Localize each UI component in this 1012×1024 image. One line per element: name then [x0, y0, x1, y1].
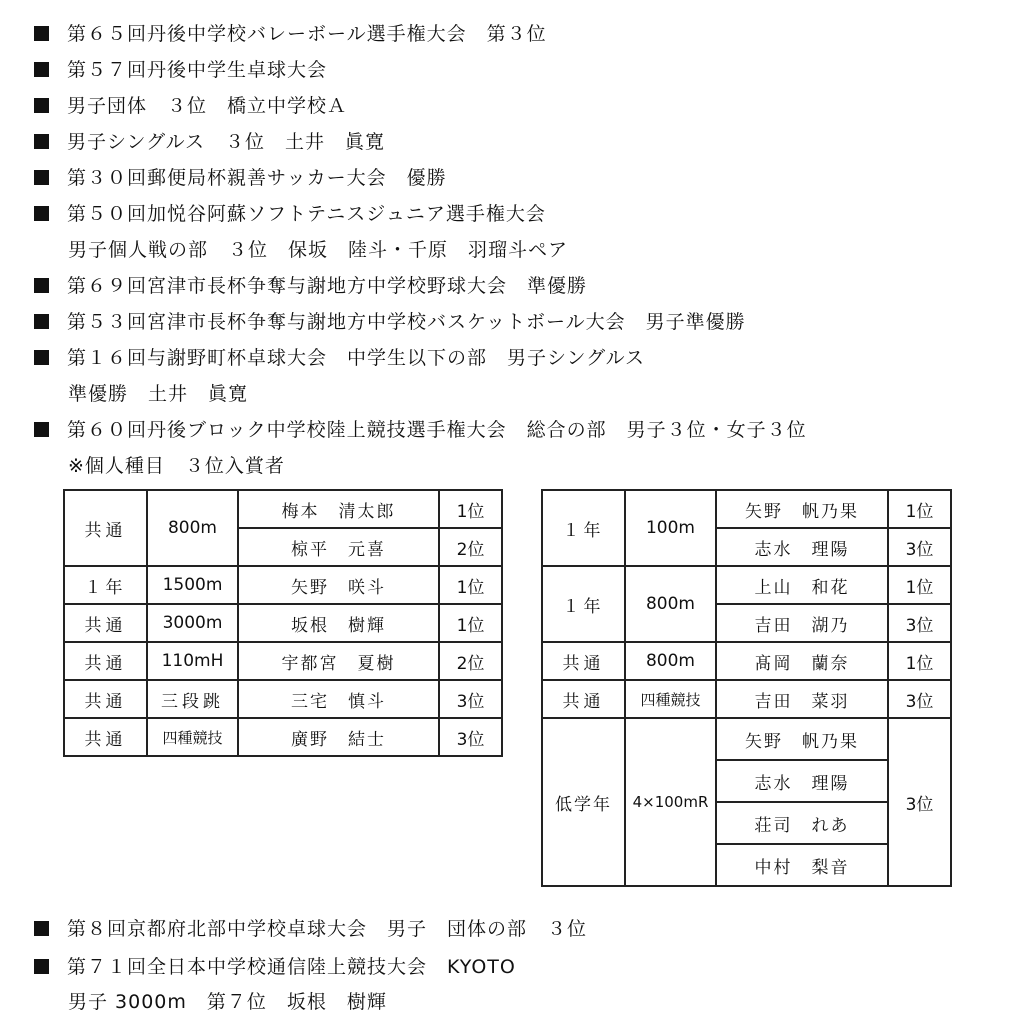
table-row: [542, 642, 951, 680]
place-cell: 1位: [439, 566, 502, 604]
grade-cell: 共通: [64, 680, 147, 718]
place-cell: 2位: [439, 528, 502, 566]
bullet-square-icon: [34, 206, 49, 221]
name-cell: 中村 梨音: [716, 844, 888, 886]
bullet-square-icon: [34, 62, 49, 77]
bullet-square-icon: [34, 314, 49, 329]
table-row: [64, 642, 502, 680]
item-text: 男子 3000m 第７位 坂根 樹輝: [68, 991, 387, 1013]
event-cell: 800m: [625, 566, 716, 642]
list-item: [34, 197, 546, 231]
item-text: 第７１回全日本中学校通信陸上競技大会 KYOTO: [67, 956, 516, 978]
name-cell: 矢野 帆乃果: [716, 718, 888, 760]
name-cell: 髙岡 蘭奈: [716, 642, 888, 680]
bullet-square-icon: [34, 26, 49, 41]
list-item-continuation: [68, 377, 248, 411]
name-cell: 坂根 樹輝: [238, 604, 439, 642]
grade-cell: 共通: [64, 490, 147, 566]
list-item: [34, 161, 447, 195]
bullet-square-icon: [34, 959, 49, 974]
name-cell: 志水 理陽: [716, 528, 888, 566]
place-cell: 1位: [439, 604, 502, 642]
item-text: 第５７回丹後中学生卓球大会: [67, 59, 328, 81]
place-cell: 3位: [888, 680, 951, 718]
table-row: [542, 566, 951, 604]
bullet-square-icon: [34, 350, 49, 365]
item-text: 男子個人戦の部 ３位 保坂 陸斗・千原 羽瑠斗ペア: [68, 239, 569, 261]
list-item: [34, 950, 516, 984]
table-row: [64, 718, 502, 756]
list-item: [34, 413, 807, 447]
item-text: 準優勝 土井 眞寛: [68, 383, 249, 405]
place-cell: 1位: [888, 566, 951, 604]
place-cell: 2位: [439, 642, 502, 680]
event-cell: 3000m: [147, 604, 238, 642]
event-cell: 四種競技: [147, 718, 238, 756]
place-cell: 3位: [888, 604, 951, 642]
place-cell: 1位: [888, 642, 951, 680]
list-item: [34, 269, 587, 303]
name-cell: 宇都宮 夏樹: [238, 642, 439, 680]
item-text: 第１６回与謝野町杯卓球大会 中学生以下の部 男子シングルス: [67, 347, 646, 369]
item-text: 第３０回郵便局杯親善サッカー大会 優勝: [67, 167, 447, 189]
grade-cell: 共通: [64, 718, 147, 756]
name-cell: 三宅 慎斗: [238, 680, 439, 718]
place-cell: 1位: [888, 490, 951, 528]
list-item: [34, 125, 385, 159]
grade-cell: 共通: [64, 604, 147, 642]
grade-cell: １年: [64, 566, 147, 604]
item-text: 男子シングルス ３位 土井 眞寛: [67, 131, 386, 153]
name-cell: 上山 和花: [716, 566, 888, 604]
bullet-square-icon: [34, 278, 49, 293]
name-cell: 矢野 咲斗: [238, 566, 439, 604]
place-cell: 3位: [439, 718, 502, 756]
name-cell: 志水 理陽: [716, 760, 888, 802]
table-row: [542, 680, 951, 718]
event-cell: 4×100mR: [625, 718, 716, 886]
grade-cell: 共通: [542, 680, 625, 718]
item-text: 第５０回加悦谷阿蘇ソフトテニスジュニア選手権大会: [67, 203, 546, 225]
event-cell: 四種競技: [625, 680, 716, 718]
bullet-square-icon: [34, 134, 49, 149]
name-cell: 荘司 れあ: [716, 802, 888, 844]
table-row: [64, 680, 502, 718]
bullet-square-icon: [34, 921, 49, 936]
list-item: [34, 341, 645, 375]
list-item: [34, 17, 547, 51]
list-item-continuation: [68, 233, 568, 267]
list-item-continuation: [68, 985, 387, 1019]
name-cell: 吉田 菜羽: [716, 680, 888, 718]
list-item: [34, 912, 587, 946]
item-text: 第６５回丹後中学校バレーボール選手権大会 第３位: [67, 23, 547, 45]
event-cell: 800m: [625, 642, 716, 680]
grade-cell: 共通: [542, 642, 625, 680]
grade-cell: 低学年: [542, 718, 625, 886]
name-cell: 梅本 清太郎: [238, 490, 439, 528]
item-text: 第６９回宮津市長杯争奪与謝地方中学校野球大会 準優勝: [67, 275, 588, 297]
results-table-left: [63, 489, 503, 757]
event-cell: 800m: [147, 490, 238, 566]
name-cell: 吉田 湖乃: [716, 604, 888, 642]
bullet-square-icon: [34, 170, 49, 185]
list-item-continuation: [68, 449, 285, 483]
list-item: [34, 89, 347, 123]
name-cell: 椋平 元喜: [238, 528, 439, 566]
place-cell: 3位: [439, 680, 502, 718]
grade-cell: １年: [542, 566, 625, 642]
event-cell: 100m: [625, 490, 716, 566]
name-cell: 矢野 帆乃果: [716, 490, 888, 528]
table-row: [64, 566, 502, 604]
table-row: [64, 490, 502, 528]
place-cell: 3位: [888, 528, 951, 566]
item-text: 男子団体 ３位 橋立中学校Ａ: [67, 95, 348, 117]
item-text: 第５３回宮津市長杯争奪与謝地方中学校バスケットボール大会 男子準優勝: [67, 311, 746, 333]
bullet-square-icon: [34, 98, 49, 113]
table-row: [542, 490, 951, 528]
event-cell: 三段跳: [147, 680, 238, 718]
item-text: 第８回京都府北部中学校卓球大会 男子 団体の部 ３位: [67, 918, 588, 940]
place-cell: 1位: [439, 490, 502, 528]
event-cell: 1500m: [147, 566, 238, 604]
event-cell: 110mH: [147, 642, 238, 680]
table-row: [64, 604, 502, 642]
list-item: [34, 53, 327, 87]
grade-cell: １年: [542, 490, 625, 566]
grade-cell: 共通: [64, 642, 147, 680]
list-item: [34, 305, 746, 339]
results-table-right: [541, 489, 952, 887]
item-text: 第６０回丹後ブロック中学校陸上競技選手権大会 総合の部 男子３位・女子３位: [67, 419, 807, 441]
place-cell: 3位: [888, 718, 951, 886]
name-cell: 廣野 結士: [238, 718, 439, 756]
bullet-square-icon: [34, 422, 49, 437]
item-text: ※個人種目 ３位入賞者: [68, 455, 285, 477]
table-row: [542, 718, 951, 760]
